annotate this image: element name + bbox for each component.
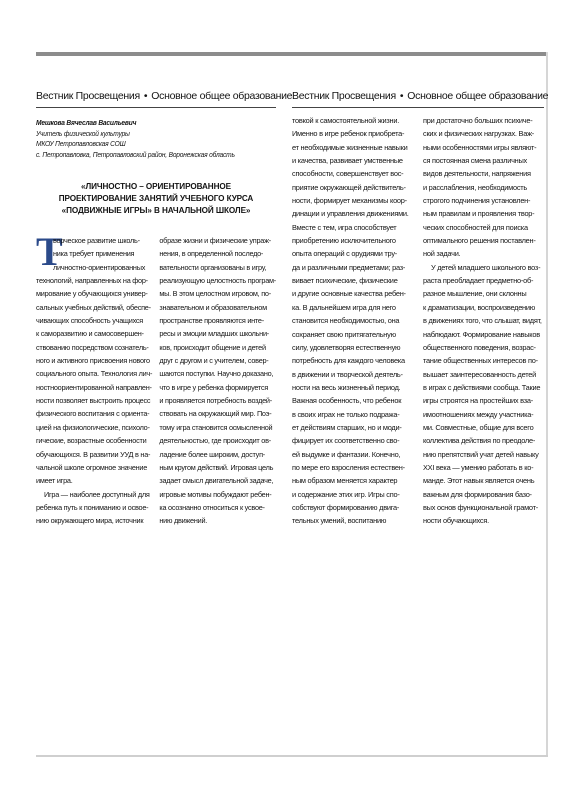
text-line: пространстве проявляются инте-: [159, 316, 264, 326]
text-line: и другие основные качества ребен-: [292, 289, 406, 299]
text-line: технологий, направленных на фор-: [36, 276, 148, 286]
text-line: друг с другом и с учителем, совер-: [159, 356, 269, 366]
text-line: социального опыта. Технология лич-: [36, 369, 153, 379]
text-line: оптимального решения поставлен-: [423, 236, 536, 246]
text-line: тельных умений, воспитанию: [292, 516, 387, 526]
author-role: Учитель физической культуры: [36, 128, 130, 138]
text-line: разное мышление, они склонны: [423, 289, 527, 299]
text-line: реализующую целостность програм-: [159, 276, 276, 286]
text-line: ет действиям старших, но и моди-: [292, 422, 402, 432]
text-line: ладение более широким, доступ-: [159, 449, 265, 459]
text-line: Именно в игре ребенок приобрета-: [292, 129, 405, 139]
text-line: ным правилам и проявления твор-: [423, 209, 535, 219]
text-line: знавательном и образовательном: [159, 302, 267, 312]
text-line: ствованию посредством сознатель-: [36, 342, 149, 352]
journal-name: Вестник Просвещения: [36, 90, 140, 102]
top-rule: [36, 52, 548, 56]
left-running-header: [36, 90, 293, 108]
section-name: Основное общее образование: [407, 90, 549, 102]
text-line: в движениях того, что слышат, видят,: [423, 316, 542, 326]
text-line: ворческое развитие школь-: [53, 236, 140, 245]
text-line: ческих способностей для поиска: [423, 222, 528, 232]
text-line: вышает заинтересованность детей: [423, 369, 536, 379]
right-running-header: [292, 90, 549, 108]
text-line: фицирует их соответственно сво-: [292, 436, 400, 446]
text-line: ет необходимые жизненные навыки: [292, 142, 408, 152]
right-column-1: [292, 114, 413, 528]
header-bullet: •: [399, 90, 404, 102]
text-line: Важная особенность, что ребенок: [292, 396, 402, 406]
author-block: [36, 118, 257, 160]
title-line: «ПОДВИЖНЫЕ ИГРЫ» В НАЧАЛЬНОЙ ШКОЛЕ»: [61, 205, 251, 215]
text-line: ным кругом действий. Игровая цель: [159, 462, 274, 472]
text-line: цией на физиологические, психоло-: [36, 422, 150, 432]
author-school: МКОУ Петропавловская СОШ: [36, 139, 126, 148]
text-line: приобретению исключительного: [292, 236, 396, 246]
text-line: вивает психические, физические: [292, 276, 398, 286]
text-line: вательности организованы в игру,: [159, 262, 267, 272]
text-line: приятие окружающей действитель-: [292, 182, 406, 192]
text-line: тому игра становится осмысленной: [159, 422, 273, 432]
text-line: ности на весь жизненный период.: [292, 382, 401, 392]
text-line: имеет игра.: [36, 476, 73, 486]
left-column-1: [36, 229, 153, 528]
author-place: с. Петропавловка, Петропавловский район, Воронежская область: [36, 149, 235, 159]
dropcap-paragraph: [36, 229, 152, 274]
text-line: У детей младшего школьного воз-: [431, 262, 541, 272]
text-line: Вместе с тем, игра способствует: [292, 222, 397, 232]
text-line: ей выдумке и фантазии. Конечно,: [292, 449, 401, 459]
text-line: и расслабления, необходимость: [423, 182, 528, 192]
text-line: важным для формирования базо-: [423, 489, 532, 499]
journal-name: Вестник Просвещения: [292, 90, 396, 102]
text-line: ностноориентированной направлен-: [36, 382, 152, 392]
text-line: физического воспитания с ориента-: [36, 409, 150, 419]
text-line: ной задачи.: [423, 249, 461, 259]
text-line: по мере его взросления естествен-: [292, 462, 405, 472]
text-line: ребенка путь к пониманию и освое-: [36, 502, 149, 512]
text-line: раста преобладает предметно-об-: [423, 276, 534, 286]
section-name: Основное общее образование: [151, 90, 293, 102]
text-line: мы. В этом целостном игровом, по-: [159, 289, 271, 299]
title-line: «ЛИЧНОСТНО – ОРИЕНТИРОВАННОЕ: [80, 181, 231, 191]
text-line: Игра — наиболее доступный для: [44, 489, 150, 499]
text-line: динации и управления движениями.: [292, 209, 409, 219]
article-title: [42, 180, 270, 216]
text-line: ка. В дальнейшем игра для него: [292, 302, 396, 312]
text-line: и проявляется потребность воздей-: [159, 396, 272, 406]
text-line: мирование у обучающихся универ-: [36, 289, 148, 299]
text-line: личностно-ориентированных: [53, 262, 146, 272]
bottom-rule: [36, 755, 548, 757]
text-line: ности обучающихся.: [423, 516, 489, 526]
text-line: силу, удовлетворяя естественную: [292, 342, 401, 352]
text-line: гические, возрастные особенности: [36, 436, 147, 446]
text-line: сохраняет свою притягательную: [292, 329, 396, 339]
text-line: коллектива действия по преодоле-: [423, 436, 536, 446]
text-line: и качества, развивает умственные: [292, 156, 403, 166]
text-line: строгого подчинения установлен-: [423, 196, 531, 206]
text-line: нения, в определенной последо-: [159, 249, 264, 259]
column-text: [36, 274, 152, 528]
text-line: имоотношениях между участника-: [423, 409, 534, 419]
text-line: к саморазвитию и самосовершен-: [36, 329, 144, 339]
text-line: опыта операций с орудиями тру-: [292, 249, 397, 259]
text-line: сальных учебных действий, обеспе-: [36, 302, 151, 312]
left-page: [36, 90, 293, 755]
text-line: ного и активного присвоения нового: [36, 356, 150, 366]
text-line: шаются поступки. Научно доказано,: [159, 369, 274, 379]
right-page: [292, 90, 549, 755]
text-line: обучающихся. В развитии УУД в на-: [36, 449, 151, 459]
text-line: становится необходимостью, она: [292, 316, 400, 326]
text-line: игровые мотивы побуждают ребен-: [159, 489, 272, 499]
text-line: потребность для каждого человека: [292, 356, 405, 366]
text-line: задает смысл двигательной задаче,: [159, 476, 274, 486]
text-line: образе жизни и физические упраж-: [159, 236, 271, 245]
text-line: тание общественных интересов по-: [423, 356, 538, 366]
text-line: чивающих способность учащихся: [36, 316, 143, 326]
dropcap-lines: [53, 234, 152, 274]
text-line: ресы и эмоции младших школьни-: [159, 329, 269, 339]
text-line: манде. Этот навык является очень: [423, 476, 535, 486]
dropcap-letter: Т: [36, 229, 63, 274]
left-body: [36, 229, 276, 528]
text-line: товкой к самостоятельной жизни.: [292, 116, 400, 125]
text-line: ности позволяет выстроить процесс: [36, 396, 151, 406]
text-line: ся постоянная смена различных: [423, 156, 528, 166]
text-line: что в игре у ребенка формируется: [159, 382, 269, 392]
text-line: ских и физических нагрузках. Важ-: [423, 129, 534, 139]
text-line: к драматизации, воспроизведению: [423, 302, 536, 312]
text-line: ми. Совместные, общие для всего: [423, 422, 534, 432]
text-line: видов деятельности, напряжения: [423, 169, 531, 179]
text-line: и содержание этих игр. Игры спо-: [292, 489, 400, 499]
text-line: ков, происходит общение и детей: [159, 342, 266, 352]
text-line: да и различными предметами; раз-: [292, 262, 406, 272]
left-column-2: [159, 234, 276, 528]
text-line: в своих играх не только подража-: [292, 409, 400, 419]
header-bullet: •: [143, 90, 148, 102]
text-line: в играх с действиями сообща. Такие: [423, 382, 541, 392]
text-line: вых основ функциональной грамот-: [423, 502, 538, 512]
text-line: игры строятся на простейших вза-: [423, 396, 533, 406]
text-line: чальной школе огромное значение: [36, 462, 148, 472]
text-line: XXI века — умению работать в ко-: [423, 462, 534, 472]
text-line: ствовать на окружающий мир. Поэ-: [159, 409, 272, 419]
text-line: при достаточно больших психиче-: [423, 116, 533, 125]
text-line: ности, формирует механизмы коор-: [292, 196, 407, 206]
author-name: Мешкова Вячеслав Васильевич: [36, 118, 137, 127]
text-line: ными особенностями игры являют-: [423, 142, 537, 152]
text-line: деятельностью, где происходит ов-: [159, 436, 271, 446]
title-line: ПРОЕКТИРОВАНИЕ ЗАНЯТИЙ УЧЕБНОГО КУРСА: [58, 193, 254, 203]
text-line: способности, совершенствует вос-: [292, 169, 404, 179]
text-line: наблюдают. Формирование навыков: [423, 329, 540, 339]
text-line: общественного поведения, возрас-: [423, 342, 536, 352]
text-line: нию препятствий учат детей навыку: [423, 449, 539, 459]
text-line: нию окружающего мира, источник: [36, 516, 144, 526]
page-edge: [546, 52, 548, 757]
right-body: [292, 114, 544, 528]
text-line: собствуют формированию двига-: [292, 502, 400, 512]
text-line: нию движений.: [159, 516, 208, 526]
text-line: ка осознанно относиться к усвое-: [159, 502, 265, 512]
text-line: ным образом меняется характер: [292, 476, 398, 486]
text-line: ника требует применения: [53, 249, 135, 259]
text-line: в движении и творческой деятель-: [292, 369, 403, 379]
right-column-2: [423, 114, 544, 528]
